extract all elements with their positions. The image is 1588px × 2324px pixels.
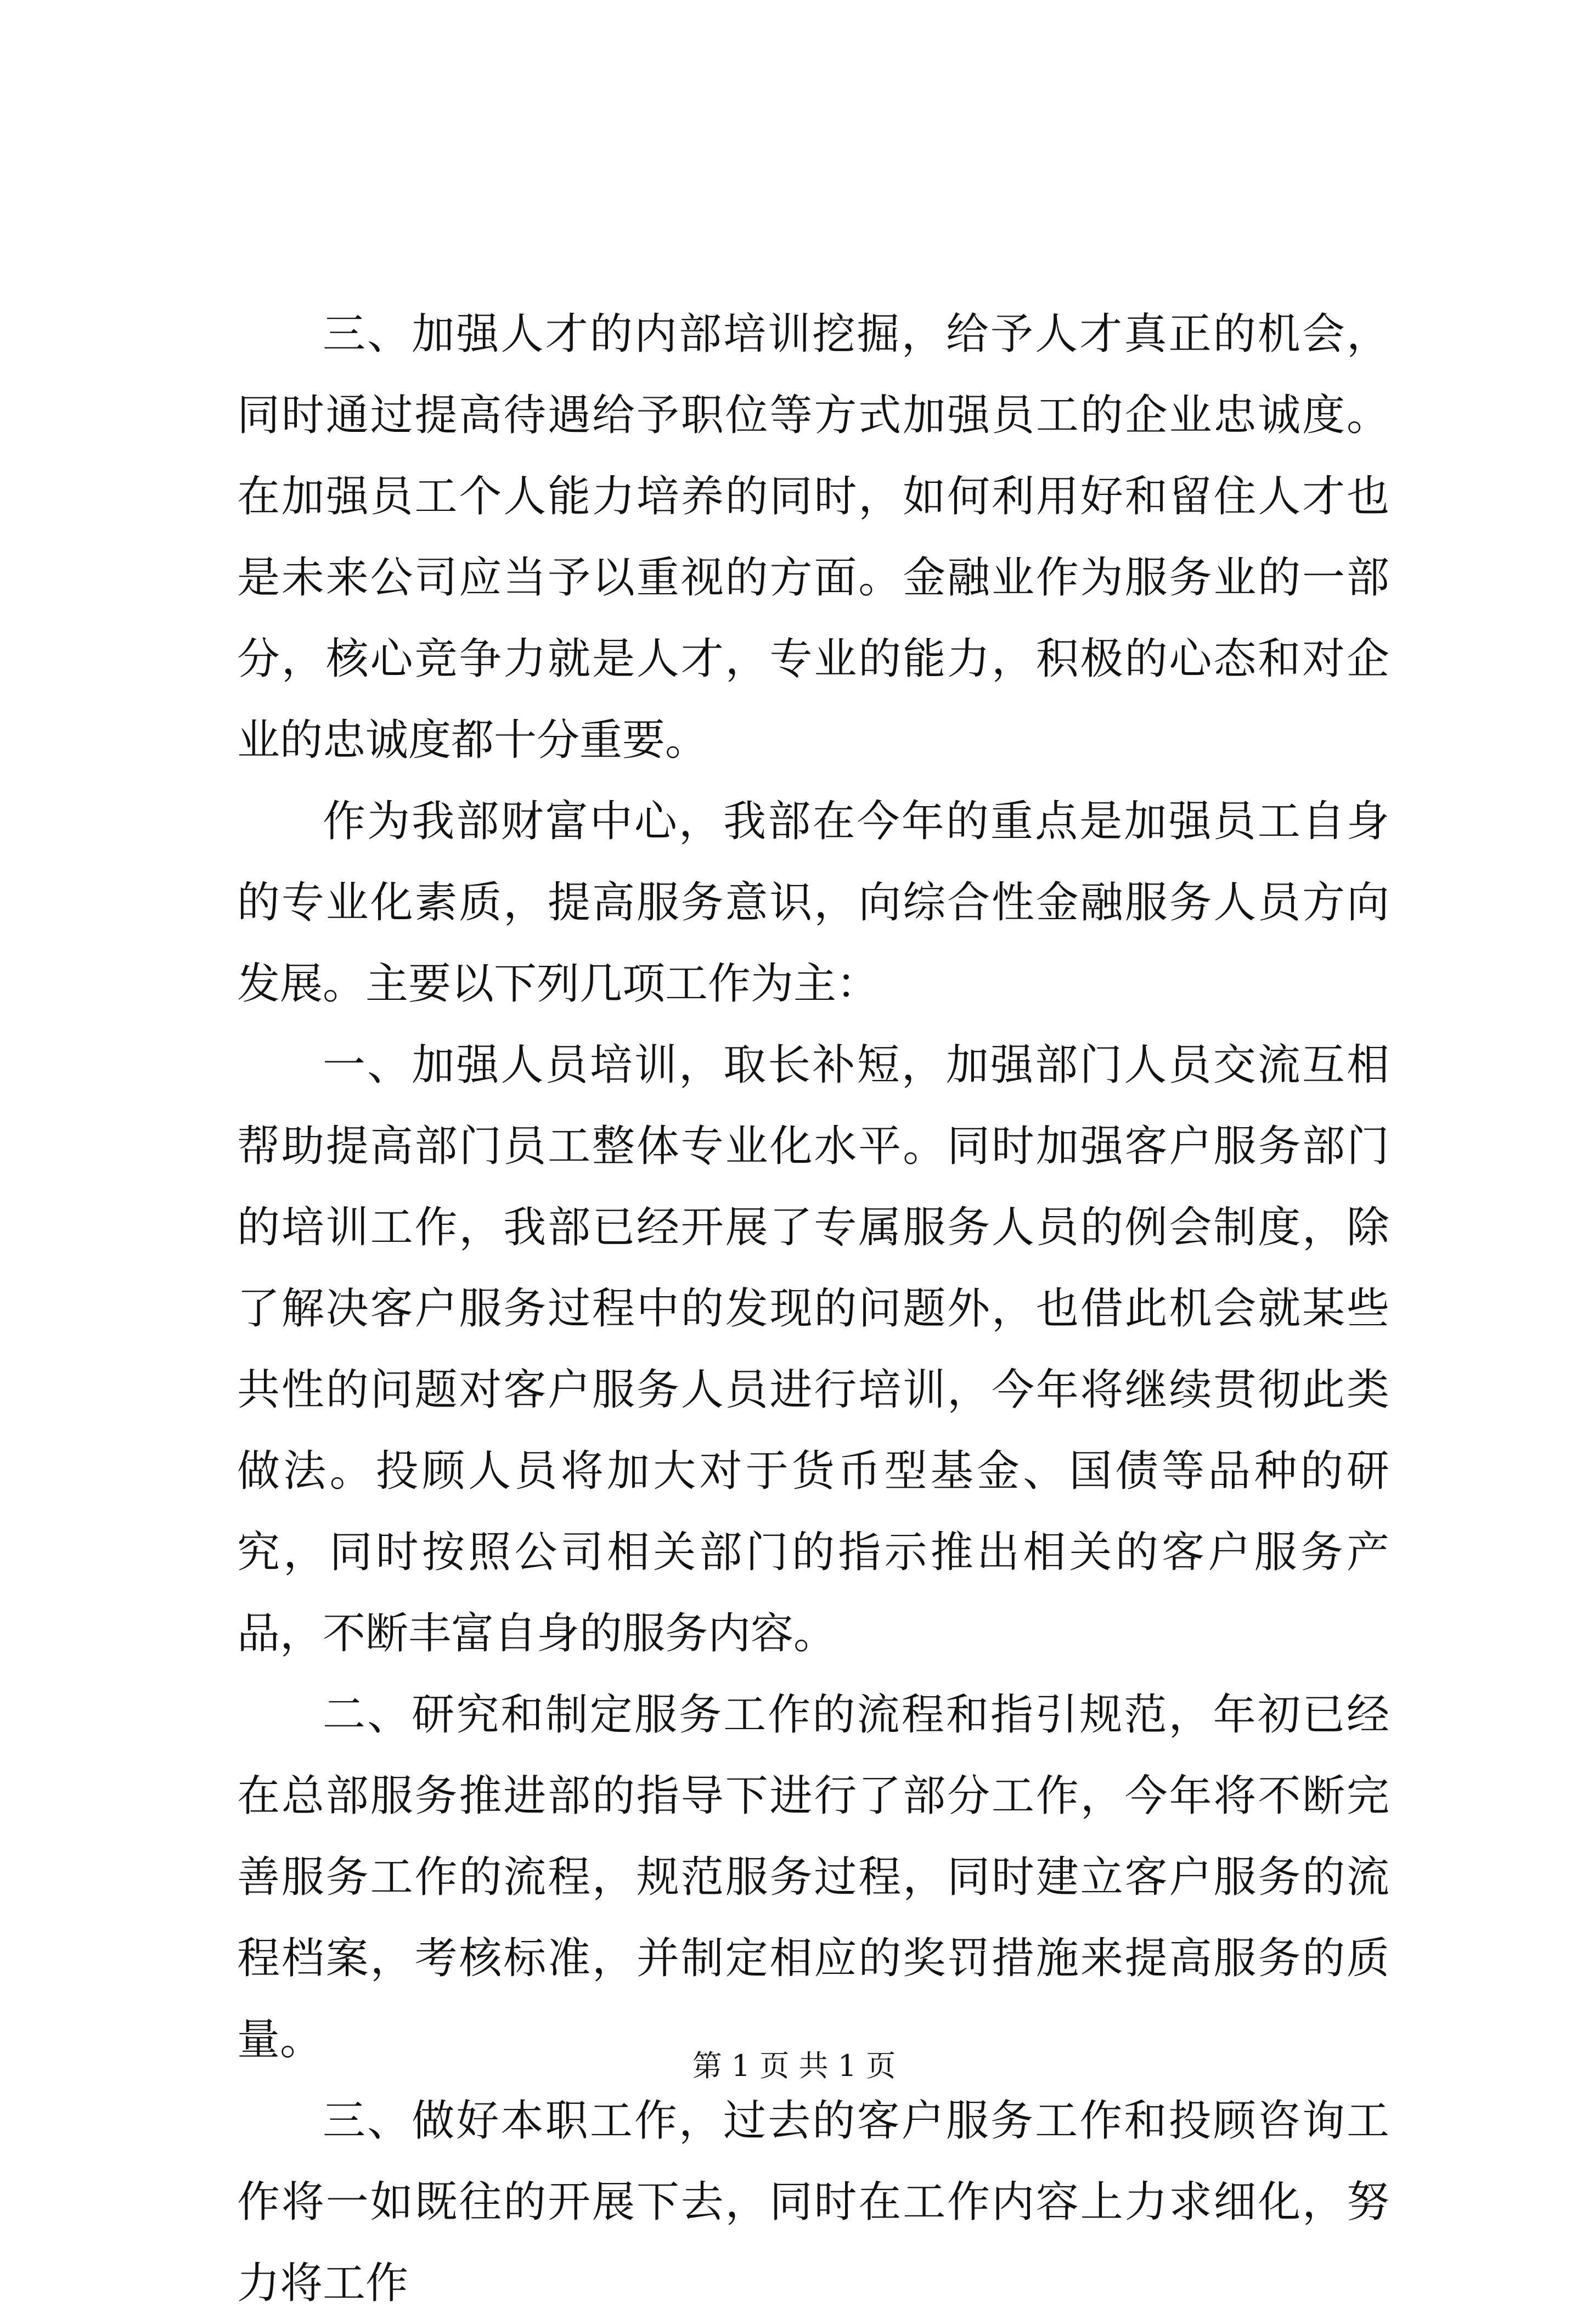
document-body bbox=[237, 294, 1389, 2324]
paragraph-wealth-center: 作为我部财富中心，我部在今年的重点是加强员工自身的专业化素质，提高服务意识，向综合性金融服务人员方向发展。主要以下列几项工作为主： bbox=[237, 797, 1389, 1009]
paragraph-service-process: 二、研究和制定服务工作的流程和指引规范，年初已经在总部服务推进部的指导下进行了部分工作，今年将不断完善服务工作的流程，规范服务过程，同时建立客户服务的流程档案，考核标准，并制定相应的奖罚措施来提高服务的质量。 bbox=[237, 1690, 1389, 2064]
paragraph-talent-training: 三、加强人才的内部培训挖掘，给予人才真正的机会，同时通过提高待遇给予职位等方式加强员工的企业忠诚度。在加强员工个人能力培养的同时，如何利用好和留住人才也是未来公司应当予以重视的方面。金融业作为服务业的一部分，核心竞争力就是人才，专业的能力，积极的心态和对企业的忠诚度都十分重要。 bbox=[237, 310, 1389, 765]
page-footer: 第 1 页 共 1 页 bbox=[692, 2049, 896, 2083]
paragraph-core-work: 三、做好本职工作，过去的客户服务工作和投顾咨询工作将一如既往的开展下去，同时在工作内容上力求细化，努力将工作 bbox=[237, 2096, 1389, 2308]
paragraph-staff-training: 一、加强人员培训，取长补短，加强部门人员交流互相帮助提高部门员工整体专业化水平。同时加强客户服务部门的培训工作，我部已经开展了专属服务人员的例会制度，除了解决客户服务过程中的发现的问题外，也借此机会就某些共性的问题对客户服务人员进行培训，今年将继续贯彻此类做法。投顾人员将加大对于货币型基金、国债等品种的研究，同时按照公司相关部门的指示推出相关的客户服务产品，不断丰富自身的服务内容。 bbox=[237, 1040, 1389, 1658]
